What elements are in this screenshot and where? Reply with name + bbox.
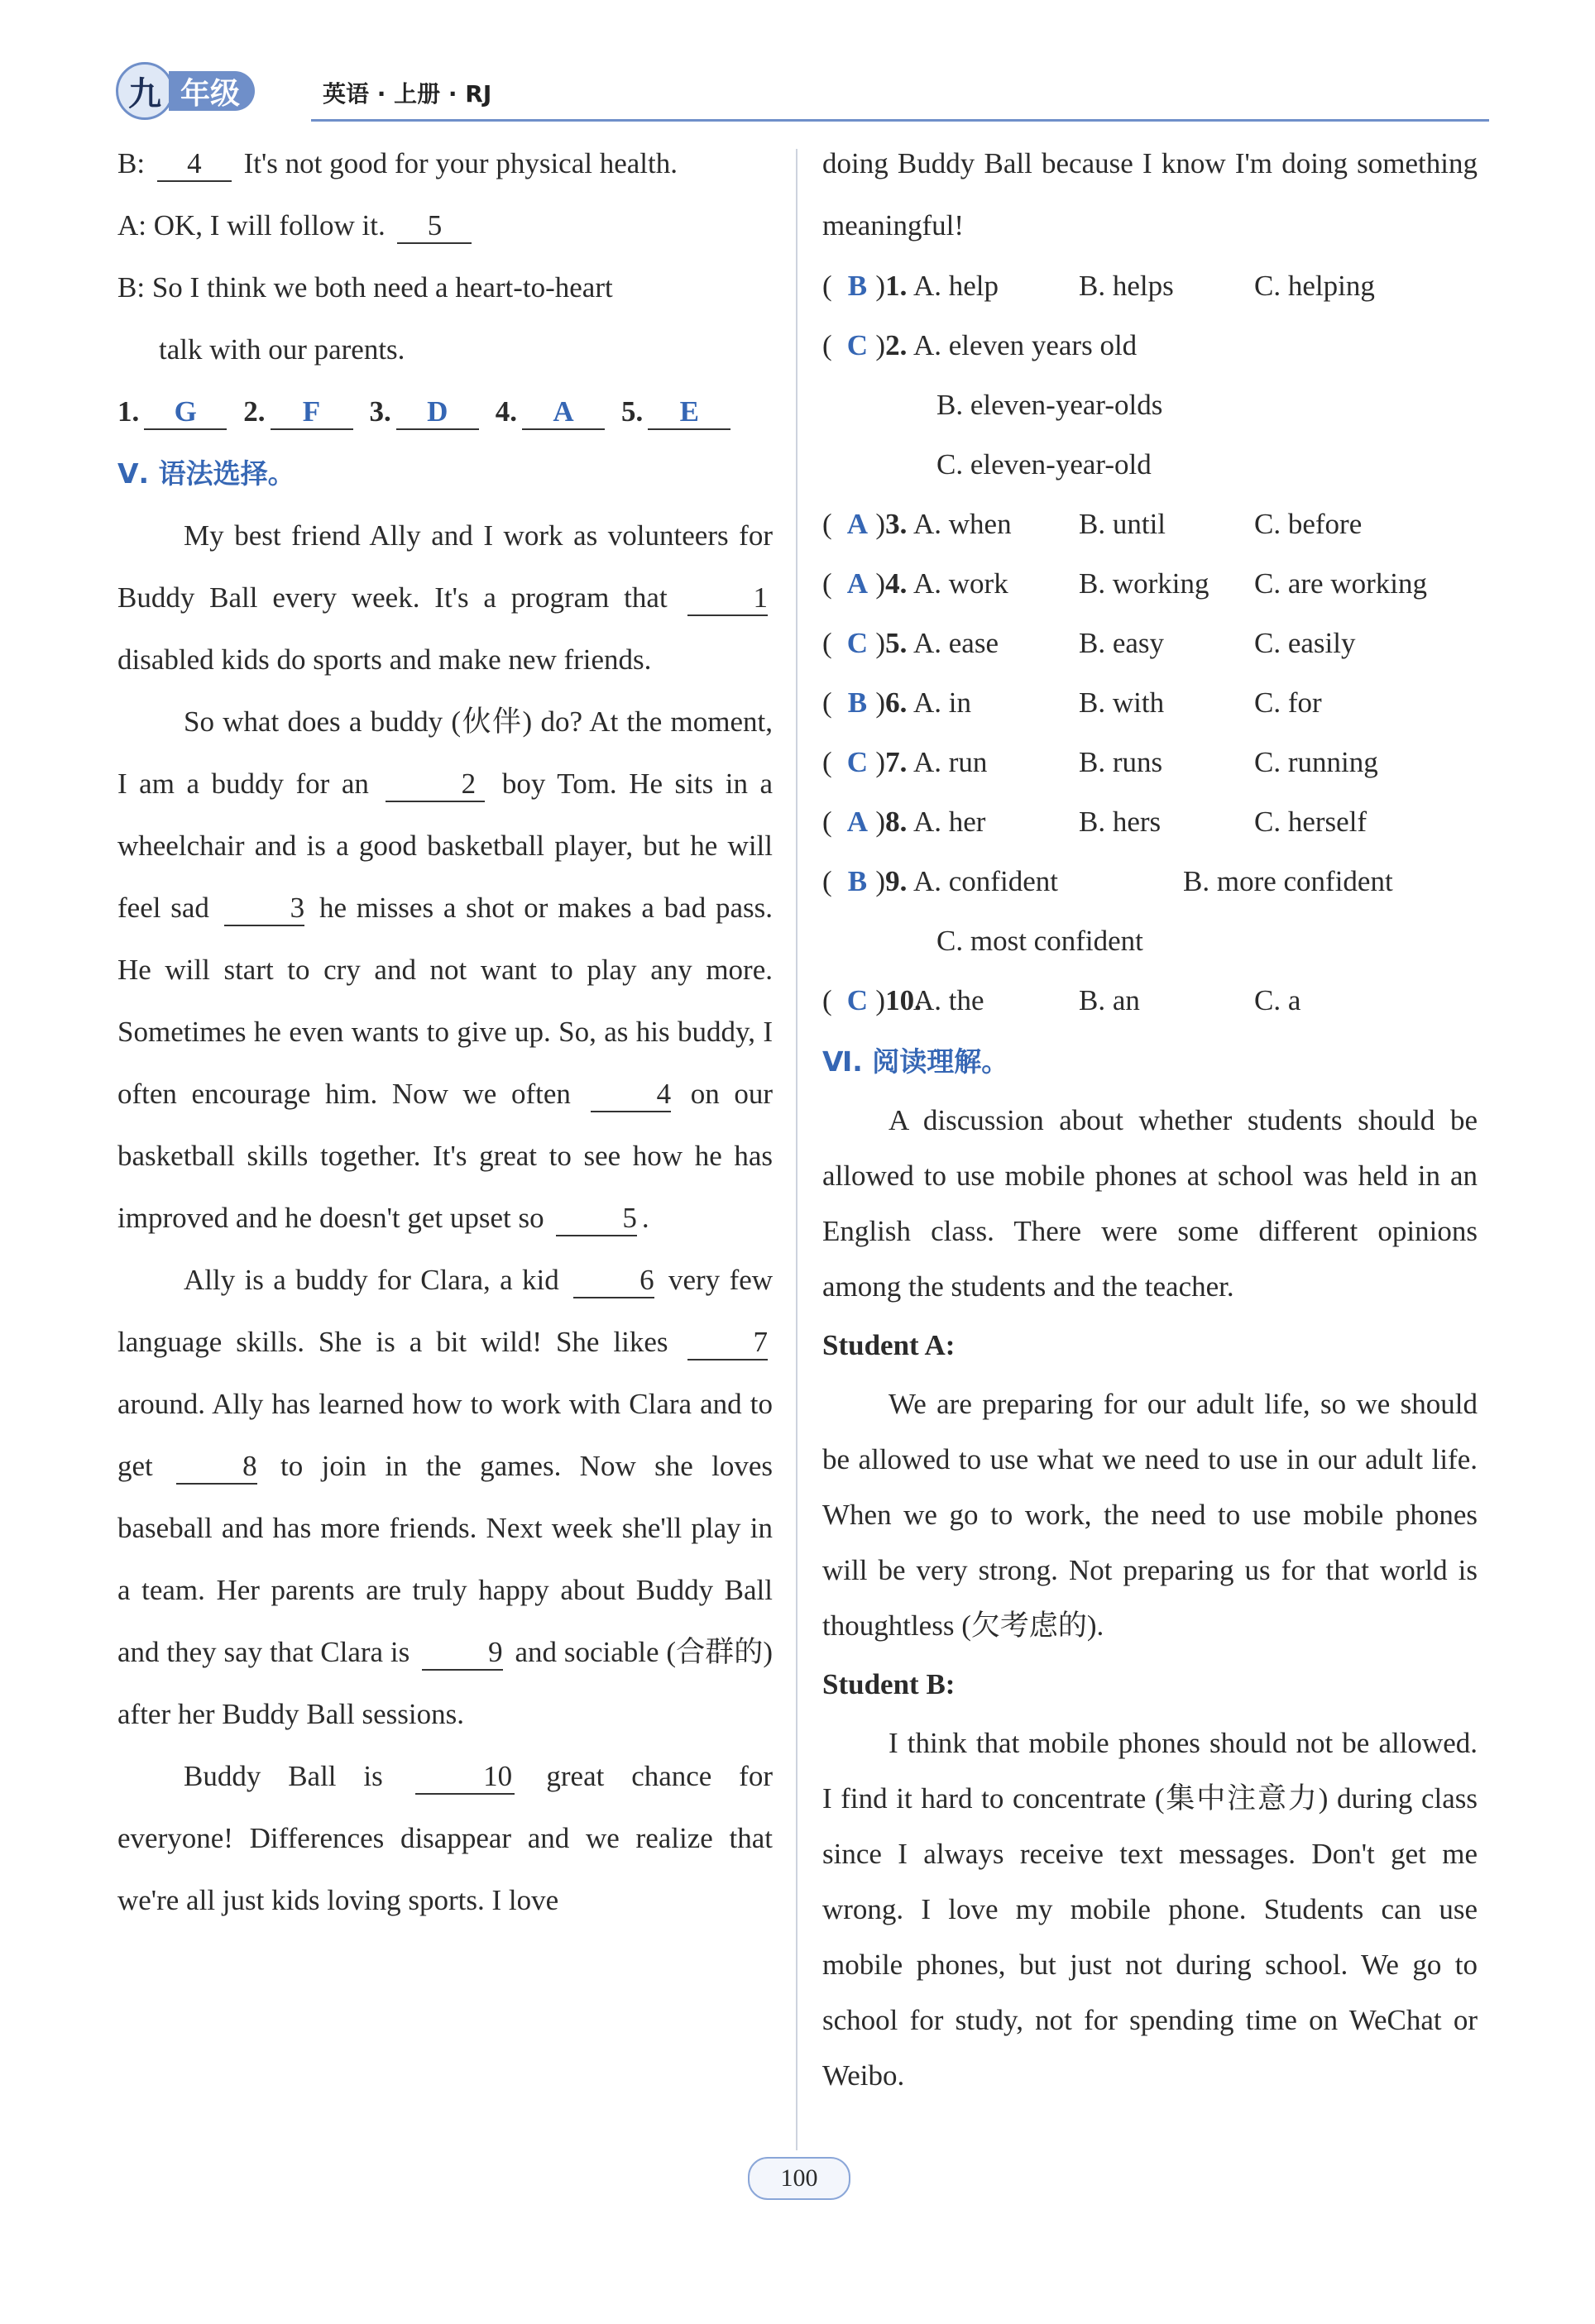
answer-num: 3. [369, 395, 391, 428]
option-b[interactable]: B. easy [1079, 627, 1165, 659]
answer-value[interactable]: G [144, 395, 227, 430]
option-b[interactable]: B. helps [1079, 270, 1174, 302]
blank-5[interactable]: 5 [556, 1202, 637, 1236]
left-column [117, 132, 773, 1931]
question-number: 1. [885, 270, 908, 302]
answer-num: 5. [621, 395, 644, 428]
question-answer: B [847, 865, 868, 897]
answer-item [243, 380, 352, 442]
question-row[interactable]: ( C )7. A. run B. runs C. running [822, 733, 1478, 792]
option-a[interactable]: A. run [913, 746, 988, 778]
student-a-label: Student A: [822, 1329, 956, 1361]
student-b-text: I think that mobile phones should not be allowed. I find it hard to concentrate (集中注意力) during class since I always receive text messages. Don't get me wrong. I love my mobile phone. Students can use mobile phones, but just not during school. We go to school for study, not for spending time on WeChat or Weibo. [822, 1727, 1478, 2092]
question-row[interactable]: ( A )3. A. when B. until C. before [822, 495, 1478, 554]
dialogue-line-4: talk with our parents. [159, 333, 405, 366]
question-number: 7. [885, 746, 908, 778]
dialogue-line-2 [117, 194, 773, 256]
section-5-title: Ⅴ. 语法选择。 [117, 457, 295, 490]
question-row[interactable]: ( B )9. A. confident B. more confident [822, 852, 1478, 911]
passage-text: Buddy Ball is [184, 1760, 383, 1792]
student-b-label: Student B: [822, 1668, 956, 1700]
question-row[interactable]: ( C )5. A. ease B. easy C. easily [822, 614, 1478, 673]
option-c[interactable]: C. herself [1254, 806, 1367, 838]
blank-9[interactable]: 9 [422, 1636, 503, 1671]
passage-continuation: doing Buddy Ball because I know I'm doing something meaningful! [822, 147, 1478, 241]
passage-text: very few language skills. She is a bit wild! She likes [117, 1264, 774, 1358]
question-number: 5. [885, 627, 908, 659]
option-a[interactable]: A. confident [913, 865, 1058, 897]
option-a[interactable]: A. help [913, 270, 999, 302]
passage-paragraph-1 [117, 504, 773, 691]
passage-text: My best friend Ally and I work as volunteers for Buddy Ball every week. It's a program that [117, 519, 773, 614]
page-header [116, 60, 1489, 126]
subject-label: 英语 · 上册 · RJ [323, 80, 492, 108]
answer-value[interactable]: D [396, 395, 479, 430]
speaker-b: B: [117, 147, 146, 179]
blank-5[interactable]: 5 [397, 209, 472, 244]
passage-text: . [641, 1202, 649, 1234]
option-b[interactable]: B. an [1079, 984, 1140, 1016]
question-row[interactable]: ( C )2. A. eleven years old [822, 316, 1478, 375]
answer-item [621, 380, 730, 442]
option-c[interactable]: C. helping [1254, 270, 1375, 302]
question-answer: C [846, 329, 869, 361]
question-answer: A [846, 806, 869, 838]
option-a[interactable]: A. in [913, 686, 971, 719]
option-b[interactable]: B. more confident [1183, 865, 1393, 897]
question-answer: C [846, 627, 869, 659]
option-a[interactable]: A. the [913, 984, 984, 1016]
question-answer: B [847, 686, 868, 719]
blank-6[interactable]: 6 [573, 1264, 654, 1298]
blank-3[interactable]: 3 [224, 892, 305, 926]
question-number: 10. [885, 984, 922, 1016]
option-c[interactable]: C. before [1254, 508, 1363, 540]
option-b[interactable]: B. hers [1079, 806, 1162, 838]
blank-8[interactable]: 8 [176, 1450, 257, 1485]
question-number: 4. [885, 567, 908, 600]
answer-value[interactable]: A [522, 395, 605, 430]
page-number: 100 [748, 2157, 850, 2200]
student-a-text: We are preparing for our adult life, so we should be allowed to use what we need to use in our adult life. When we go to work, the need to use mobile phones will be very strong. Not preparing us for that world is thoughtless (欠考虑的). [822, 1388, 1478, 1642]
answer-value[interactable]: F [271, 395, 353, 430]
question-answer: B [847, 270, 868, 302]
answer-item [496, 380, 605, 442]
speaker-b: B: [117, 271, 146, 304]
question-row[interactable]: ( B )6. A. in B. with C. for [822, 673, 1478, 733]
question-answer: C [846, 746, 869, 778]
answer-row [117, 380, 773, 442]
passage-text: Ally is a buddy for Clara, a kid [184, 1264, 559, 1296]
answer-value[interactable]: E [648, 395, 730, 430]
answer-item [117, 380, 227, 442]
option-a[interactable]: A. eleven years old [913, 329, 1138, 361]
passage-text: he misses a shot or makes a bad pass. He will start to cry and not want to play any more. Sometimes he even wants to give up. So, as his buddy, I often encourage him. Now we often [117, 892, 774, 1110]
option-a[interactable]: A. ease [913, 627, 999, 659]
answer-num: 2. [243, 395, 266, 428]
question-number: 2. [885, 329, 908, 361]
option-b[interactable]: B. runs [1079, 746, 1163, 778]
section-6-title: Ⅵ. 阅读理解。 [822, 1045, 1009, 1078]
question-number: 6. [885, 686, 908, 719]
right-column [822, 132, 1478, 2103]
passage-text: great chance for everyone! Differences disappear and we realize that we're all just kids loving sports. I love [117, 1760, 773, 1916]
option-c[interactable]: C. are working [1254, 567, 1427, 600]
option-b[interactable]: B. with [1079, 686, 1165, 719]
option-a[interactable]: A. work [913, 567, 1008, 600]
blank-1[interactable]: 1 [687, 581, 769, 616]
column-divider [796, 149, 798, 2150]
option-b[interactable]: B. until [1079, 508, 1166, 540]
speaker-a: A: [117, 209, 146, 241]
passage-text: boy Tom. He sits in a wheelchair and is a good basketball player, but he will feel sad [117, 767, 773, 924]
question-number: 3. [885, 508, 908, 540]
question-answer: A [846, 567, 869, 600]
question-row[interactable]: ( C )10. A. the B. an C. a [822, 971, 1478, 1030]
blank-10[interactable]: 10 [415, 1760, 515, 1795]
option-b[interactable]: B. working [1079, 567, 1209, 600]
option-c[interactable]: C. for [1254, 686, 1322, 719]
question-number: 8. [885, 806, 908, 838]
question-row[interactable]: ( A )4. A. work B. working C. are working [822, 554, 1478, 614]
dialogue-line-3 [117, 256, 773, 318]
choice-questions [822, 256, 1478, 1030]
passage-text: on our basketball skills together. It's great to see how he has improved and he doesn't get upset so [117, 1078, 774, 1234]
dialogue-text: So I think we both need a heart-to-heart [151, 271, 613, 304]
dialogue-text: It's not good for your physical health. [243, 147, 678, 179]
passage-text: around. Ally has learned how to work with Clara and to get [117, 1388, 773, 1482]
question-number: 9. [885, 865, 908, 897]
question-answer: A [846, 508, 869, 540]
grade-suffix: 年级 [169, 71, 255, 111]
option-c[interactable]: C. easily [1254, 627, 1356, 659]
passage-text: and sociable (合群的) after her Buddy Ball sessions. [117, 1636, 773, 1730]
option-c[interactable]: C. most confident [936, 925, 1143, 957]
passage-paragraph-2 [117, 691, 773, 1249]
option-c[interactable]: C. a [1254, 984, 1301, 1016]
dialogue-text: OK, I will follow it. [153, 209, 386, 241]
option-a[interactable]: A. when [913, 508, 1012, 540]
passage-paragraph-3 [117, 1249, 773, 1745]
option-a[interactable]: A. her [913, 806, 986, 838]
passage-text: to join in the games. Now she loves baseball and has more friends. Next week she'll play in a team. Her parents are truly happy about Buddy Ball and they say that Clara is [117, 1450, 774, 1668]
answer-num: 4. [495, 395, 517, 428]
blank-4[interactable]: 4 [591, 1078, 672, 1112]
question-answer: C [846, 984, 869, 1016]
question-row[interactable]: ( B )1. A. help B. helps C. helping [822, 256, 1478, 316]
blank-7[interactable]: 7 [687, 1326, 769, 1360]
reading-intro: A discussion about whether students should be allowed to use mobile phones at school was held in an English class. There were some different opinions among the students and the teacher. [822, 1104, 1478, 1303]
grade-badge [116, 65, 296, 117]
answer-num: 1. [117, 395, 140, 428]
answer-item [370, 380, 479, 442]
option-c[interactable]: C. running [1254, 746, 1378, 778]
blank-4[interactable]: 4 [157, 147, 232, 182]
option-c[interactable]: C. eleven-year-old [936, 448, 1152, 481]
blank-2[interactable]: 2 [386, 767, 485, 802]
passage-text: disabled kids do sports and make new friends. [117, 643, 652, 676]
question-row[interactable]: ( A )8. A. her B. hers C. herself [822, 792, 1478, 852]
option-b[interactable]: B. eleven-year-olds [936, 389, 1163, 421]
dialogue-line-1 [117, 132, 773, 194]
grade-char: 九 [116, 62, 174, 120]
passage-paragraph-4 [117, 1745, 773, 1931]
header-rule [311, 119, 1489, 122]
passage-text: So what does a buddy (伙伴) do? At the moment, I am a buddy for an [117, 705, 773, 800]
